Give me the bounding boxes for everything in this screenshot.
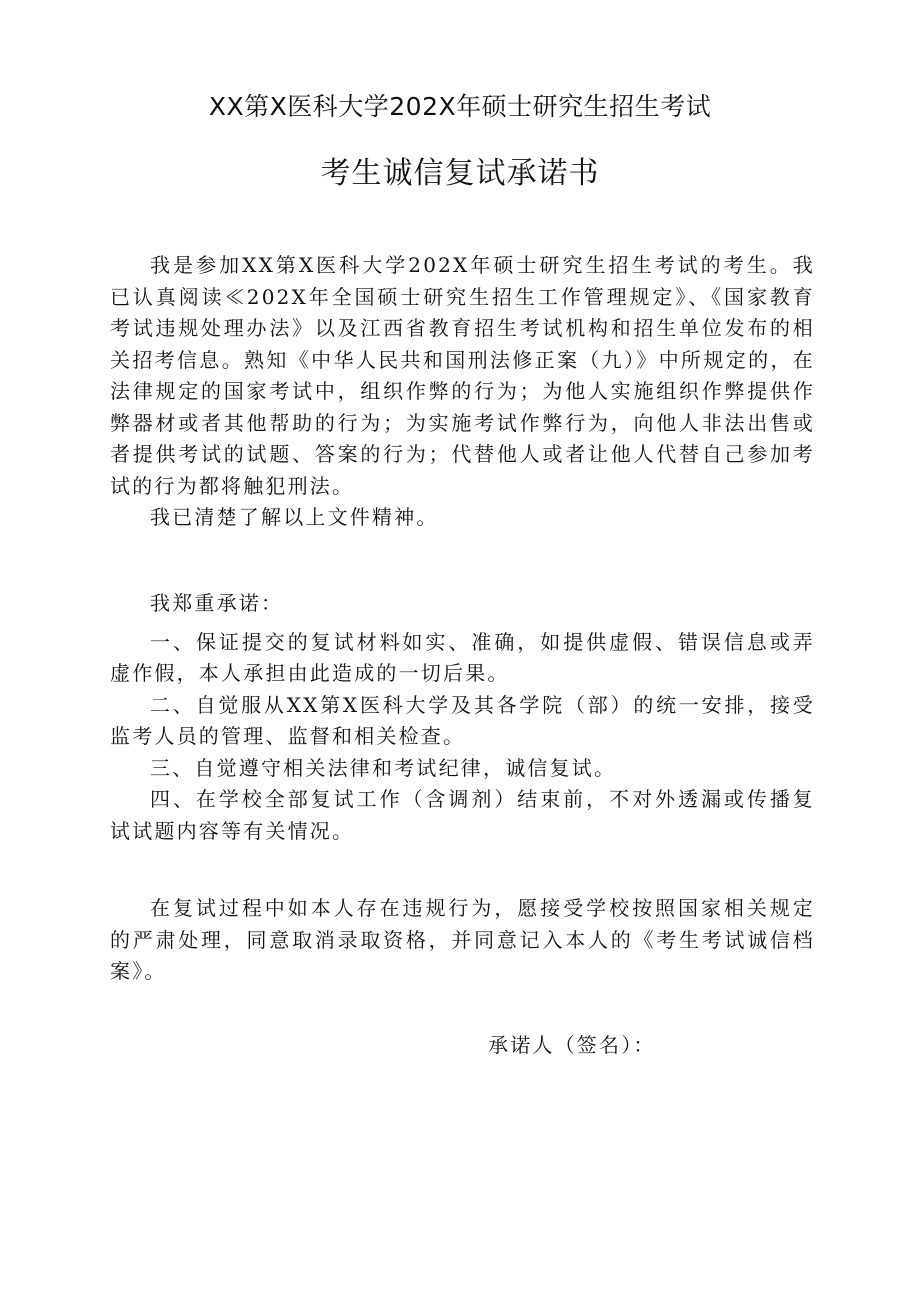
signature-label: 承诺人（签名）： xyxy=(488,1033,656,1057)
closing-section xyxy=(110,893,815,988)
pledge-item: 二、自觉服从XX第X医科大学及其各学院（部）的统一安排，接受监考人员的管理、监督和相关检查。 xyxy=(110,692,815,748)
pledge-item: 四、在学校全部复试工作（含调剂）结束前，不对外透漏或传播复试试题内容等有关情况。 xyxy=(110,787,815,843)
intro-paragraph: 我是参加XX第X医科大学202X年硕士研究生招生考试的考生。我已认真阅读≪202X年全国硕士研究生招生工作管理规定》、《国家教育考试违规处理办法》以及江西省教育招生考试机构和招生单位发布的相关招考信息。熟知《中华人民共和国刑法修正案（九）》中所规定的，在法律规定的国家考试中，组织作弊的行为；为他人实施组织作弊提供作弊器材或者其他帮助的行为；为实施考试作弊行为，向他人非法出售或者提供考试的试题、答案的行为；代替他人或者让他人代替自己参加考试的行为都将触犯刑法。 xyxy=(110,253,815,498)
pledge-lead: 我郑重承诺： xyxy=(150,591,284,615)
pledge-item: 一、保证提交的复试材料如实、准确，如提供虚假、错误信息或弄虚作假，本人承担由此造成的一切后果。 xyxy=(110,629,815,685)
pledge-section xyxy=(110,588,815,847)
intro-section xyxy=(110,250,815,534)
document-title: XX第X医科大学202X年硕士研究生招生考试 xyxy=(208,92,712,121)
document-subtitle: 考生诚信复试承诺书 xyxy=(320,156,600,191)
pledge-item: 三、自觉遵守相关法律和考试纪律，诚信复试。 xyxy=(150,755,617,780)
closing-paragraph: 在复试过程中如本人存在违规行为，愿接受学校按照国家相关规定的严肃处理，同意取消录取资格，并同意记入本人的《考生考试诚信档案》。 xyxy=(110,896,815,983)
intro-acknowledgement: 我已清楚了解以上文件精神。 xyxy=(150,505,439,529)
